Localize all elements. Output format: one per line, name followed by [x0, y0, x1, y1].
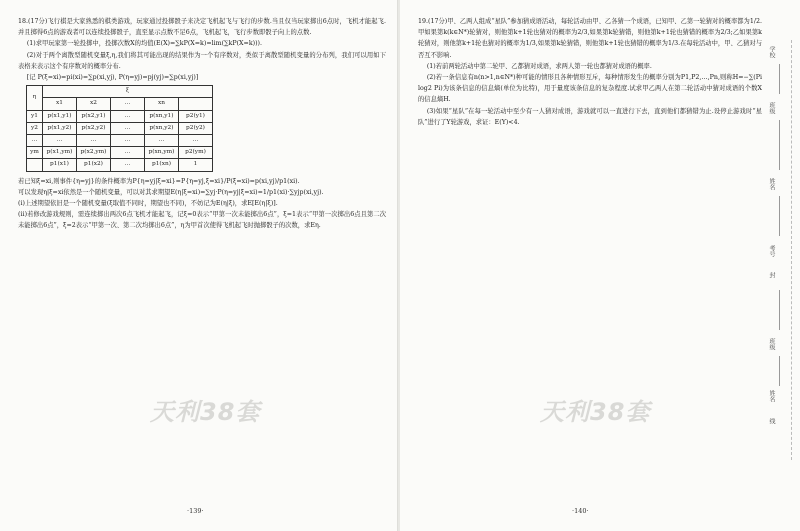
- binding-label: 线: [768, 418, 775, 424]
- right-page: [400, 0, 800, 531]
- table-cell: p(x2,y1): [77, 110, 111, 122]
- table-cell: …: [77, 135, 111, 147]
- q19-intro: 19.(17分)甲、乙两人组成“星队”参加猜成语活动，每轮活动由甲、乙各猜一个成语，已知甲、乙第一轮猜对的概率都为1/2.甲如果第k(k∈N*)轮猜对，则他第k+1轮也猜对的概率为2/3,如果第k轮猜错，则他第k+1轮也猜错的概率为2/3;乙如果第k轮猜对，则他第k+1轮也猜对的概率为1/3,如果第k轮猜错，则他第k+1轮也猜错的概率为1/3.在每轮活动中，甲、乙猜对与否互不影响.: [418, 18, 762, 59]
- table-row: [27, 110, 213, 122]
- binding-label: 姓名: [768, 178, 775, 190]
- table-cell: …: [111, 159, 145, 171]
- binding-label: 姓名: [768, 390, 775, 402]
- watermark-logo: 天利38套: [540, 398, 651, 426]
- table-cell: p(xn,y2): [145, 122, 179, 134]
- q18-note: [记 P(ξ=xi)=pi(xi)=∑p(xi,yj), P(η=yj)=pj(yj)=∑p(xi,yj)]: [26, 74, 199, 82]
- q18-intro: 18.(17分)飞行棋是大家熟悉的棋类游戏，玩家通过投掷骰子来决定飞机起飞与飞行的步数.当且仅当玩家掷出6点时，飞机才能起飞.并且掷得6点的游戏者可以连续投掷骰子，直至显示点数不足6点，飞机起飞，飞行步数即骰子向上的点数.: [18, 18, 386, 37]
- binding-line: [779, 196, 780, 236]
- table-cell: p(x1,y2): [43, 122, 77, 134]
- table-cell: p2(ym): [179, 147, 213, 159]
- q18-sub-i: (ⅰ)上述期望依旧是一个随机变量(ξ取值不同时，期望也不同)，不妨记为E(η|ξ)，求E[E(η|ξ)].: [18, 200, 278, 208]
- table-cell: x2: [77, 98, 111, 110]
- table-cell: …: [111, 110, 145, 122]
- distribution-table: [26, 85, 213, 171]
- table-cell: …: [145, 135, 179, 147]
- binding-label: 班级: [768, 102, 775, 114]
- q18-sub-ii: (ⅱ)若修改游戏规则，需连续掷出两次6点飞机才能起飞，记ξ=0表示“甲第一次未能掷出6点”，ξ=1表示“甲第一次掷出6点且第二次未能掷出6点”，ξ=2表示“甲第一次、第二次均掷出6点”，η为甲首次使得飞机起飞时抛掷骰子的次数，求Eη.: [18, 211, 386, 230]
- table-cell: η: [27, 86, 43, 110]
- table-row: [27, 98, 213, 110]
- table-cell: …: [43, 135, 77, 147]
- binding-label: 考号: [768, 245, 775, 257]
- table-cell: p(x2,ym): [77, 147, 111, 159]
- table-cell: [179, 98, 213, 110]
- table-header-row: [27, 86, 213, 98]
- table-cell: …: [111, 135, 145, 147]
- page-number: ·139·: [187, 507, 204, 515]
- table-row: [27, 159, 213, 171]
- binding-strip: [765, 40, 795, 460]
- table-cell: …: [111, 122, 145, 134]
- table-cell: y1: [27, 110, 43, 122]
- left-column: [18, 16, 386, 232]
- table-cell: p(xn,ym): [145, 147, 179, 159]
- binding-line: [779, 356, 780, 386]
- watermark-logo: 天利38套: [150, 398, 261, 426]
- table-cell: ξ: [43, 86, 213, 98]
- table-cell: p2(y1): [179, 110, 213, 122]
- q18-expectation: 可以发现η|ξ=xi依然是一个随机变量，可以对其求期望E(η|ξ=xi)=∑yj·P(η=yj|ξ=xi)=1/p1(xi)·∑yjp(xi,yj).: [18, 188, 324, 196]
- table-row: [27, 147, 213, 159]
- table-cell: p(x2,y2): [77, 122, 111, 134]
- q19-part2: (2)若一条信息有n(n>1,n∈N*)种可能的情形且各种情形互斥，每种情形发生的概率分别为P1,P2,…,Pn,则称H=−∑(Pi log2 Pi)为该条信息的信息熵(单位为比特)，用于量度该条信息的复杂程度.试求甲乙两人在第二轮活动中猜对成语的个数X的信息熵H.: [418, 74, 762, 104]
- table-row: [27, 122, 213, 134]
- binding-line: [779, 64, 780, 94]
- table-cell: p(x1,ym): [43, 147, 77, 159]
- page-number: ·140·: [572, 507, 589, 515]
- table-cell: p(xn,y1): [145, 110, 179, 122]
- table-cell: p1(xn): [145, 159, 179, 171]
- table-cell: x1: [43, 98, 77, 110]
- table-cell: ym: [27, 147, 43, 159]
- table-cell: …: [111, 98, 145, 110]
- table-cell: p1(x1): [43, 159, 77, 171]
- binding-label: 学校: [768, 46, 775, 58]
- binding-dash-line: [791, 40, 792, 460]
- right-column: [418, 16, 762, 128]
- binding-label: 封: [768, 272, 775, 278]
- table-cell: p2(y2): [179, 122, 213, 134]
- left-page: [0, 0, 398, 531]
- table-cell: …: [179, 135, 213, 147]
- table-cell: …: [111, 147, 145, 159]
- table-cell: y2: [27, 122, 43, 134]
- q19-part1: (1)若前两轮活动中第二轮甲、乙都猜对成语，求两人第一轮也都猜对成语的概率.: [426, 62, 652, 70]
- binding-label: 班级: [768, 338, 775, 350]
- table-cell: p1(x2): [77, 159, 111, 171]
- q19-part3: (3)如果“星队”在每一轮活动中至少有一人猜对成语，游戏就可以一直进行下去，直到他们都猜错为止.设停止游戏时“星队”进行了Y轮游戏，求证：E(Y)<4.: [418, 107, 762, 126]
- q18-part1: (1)求甲玩家第一轮投掷中，投掷次数X的均值(E(X)=∑kP(X=k)=lim(∑kP(X=k))).: [26, 40, 263, 48]
- table-cell: p(x1,y1): [43, 110, 77, 122]
- binding-line: [779, 290, 780, 330]
- q18-part2: (2)对于两个离散型随机变量ξ,η,我们将其可能出现的结果作为一个有序数对，类似于离散型随机变量的分布列，我们可以用如下表格来表示这个有序数对的概率分布.: [18, 51, 386, 70]
- binding-line: [779, 120, 780, 170]
- table-row: [27, 135, 213, 147]
- table-cell: 1: [179, 159, 213, 171]
- table-cell: xn: [145, 98, 179, 110]
- table-cell: …: [27, 135, 43, 147]
- table-cell: [27, 159, 43, 171]
- q18-conditional: 若已知ξ=xi,则事件{η=yj}的条件概率为P{η=yj|ξ=xi}=P{η=yj,ξ=xi}/P(ξ=xi)=p(xi,yj)/p1(xi).: [18, 177, 300, 185]
